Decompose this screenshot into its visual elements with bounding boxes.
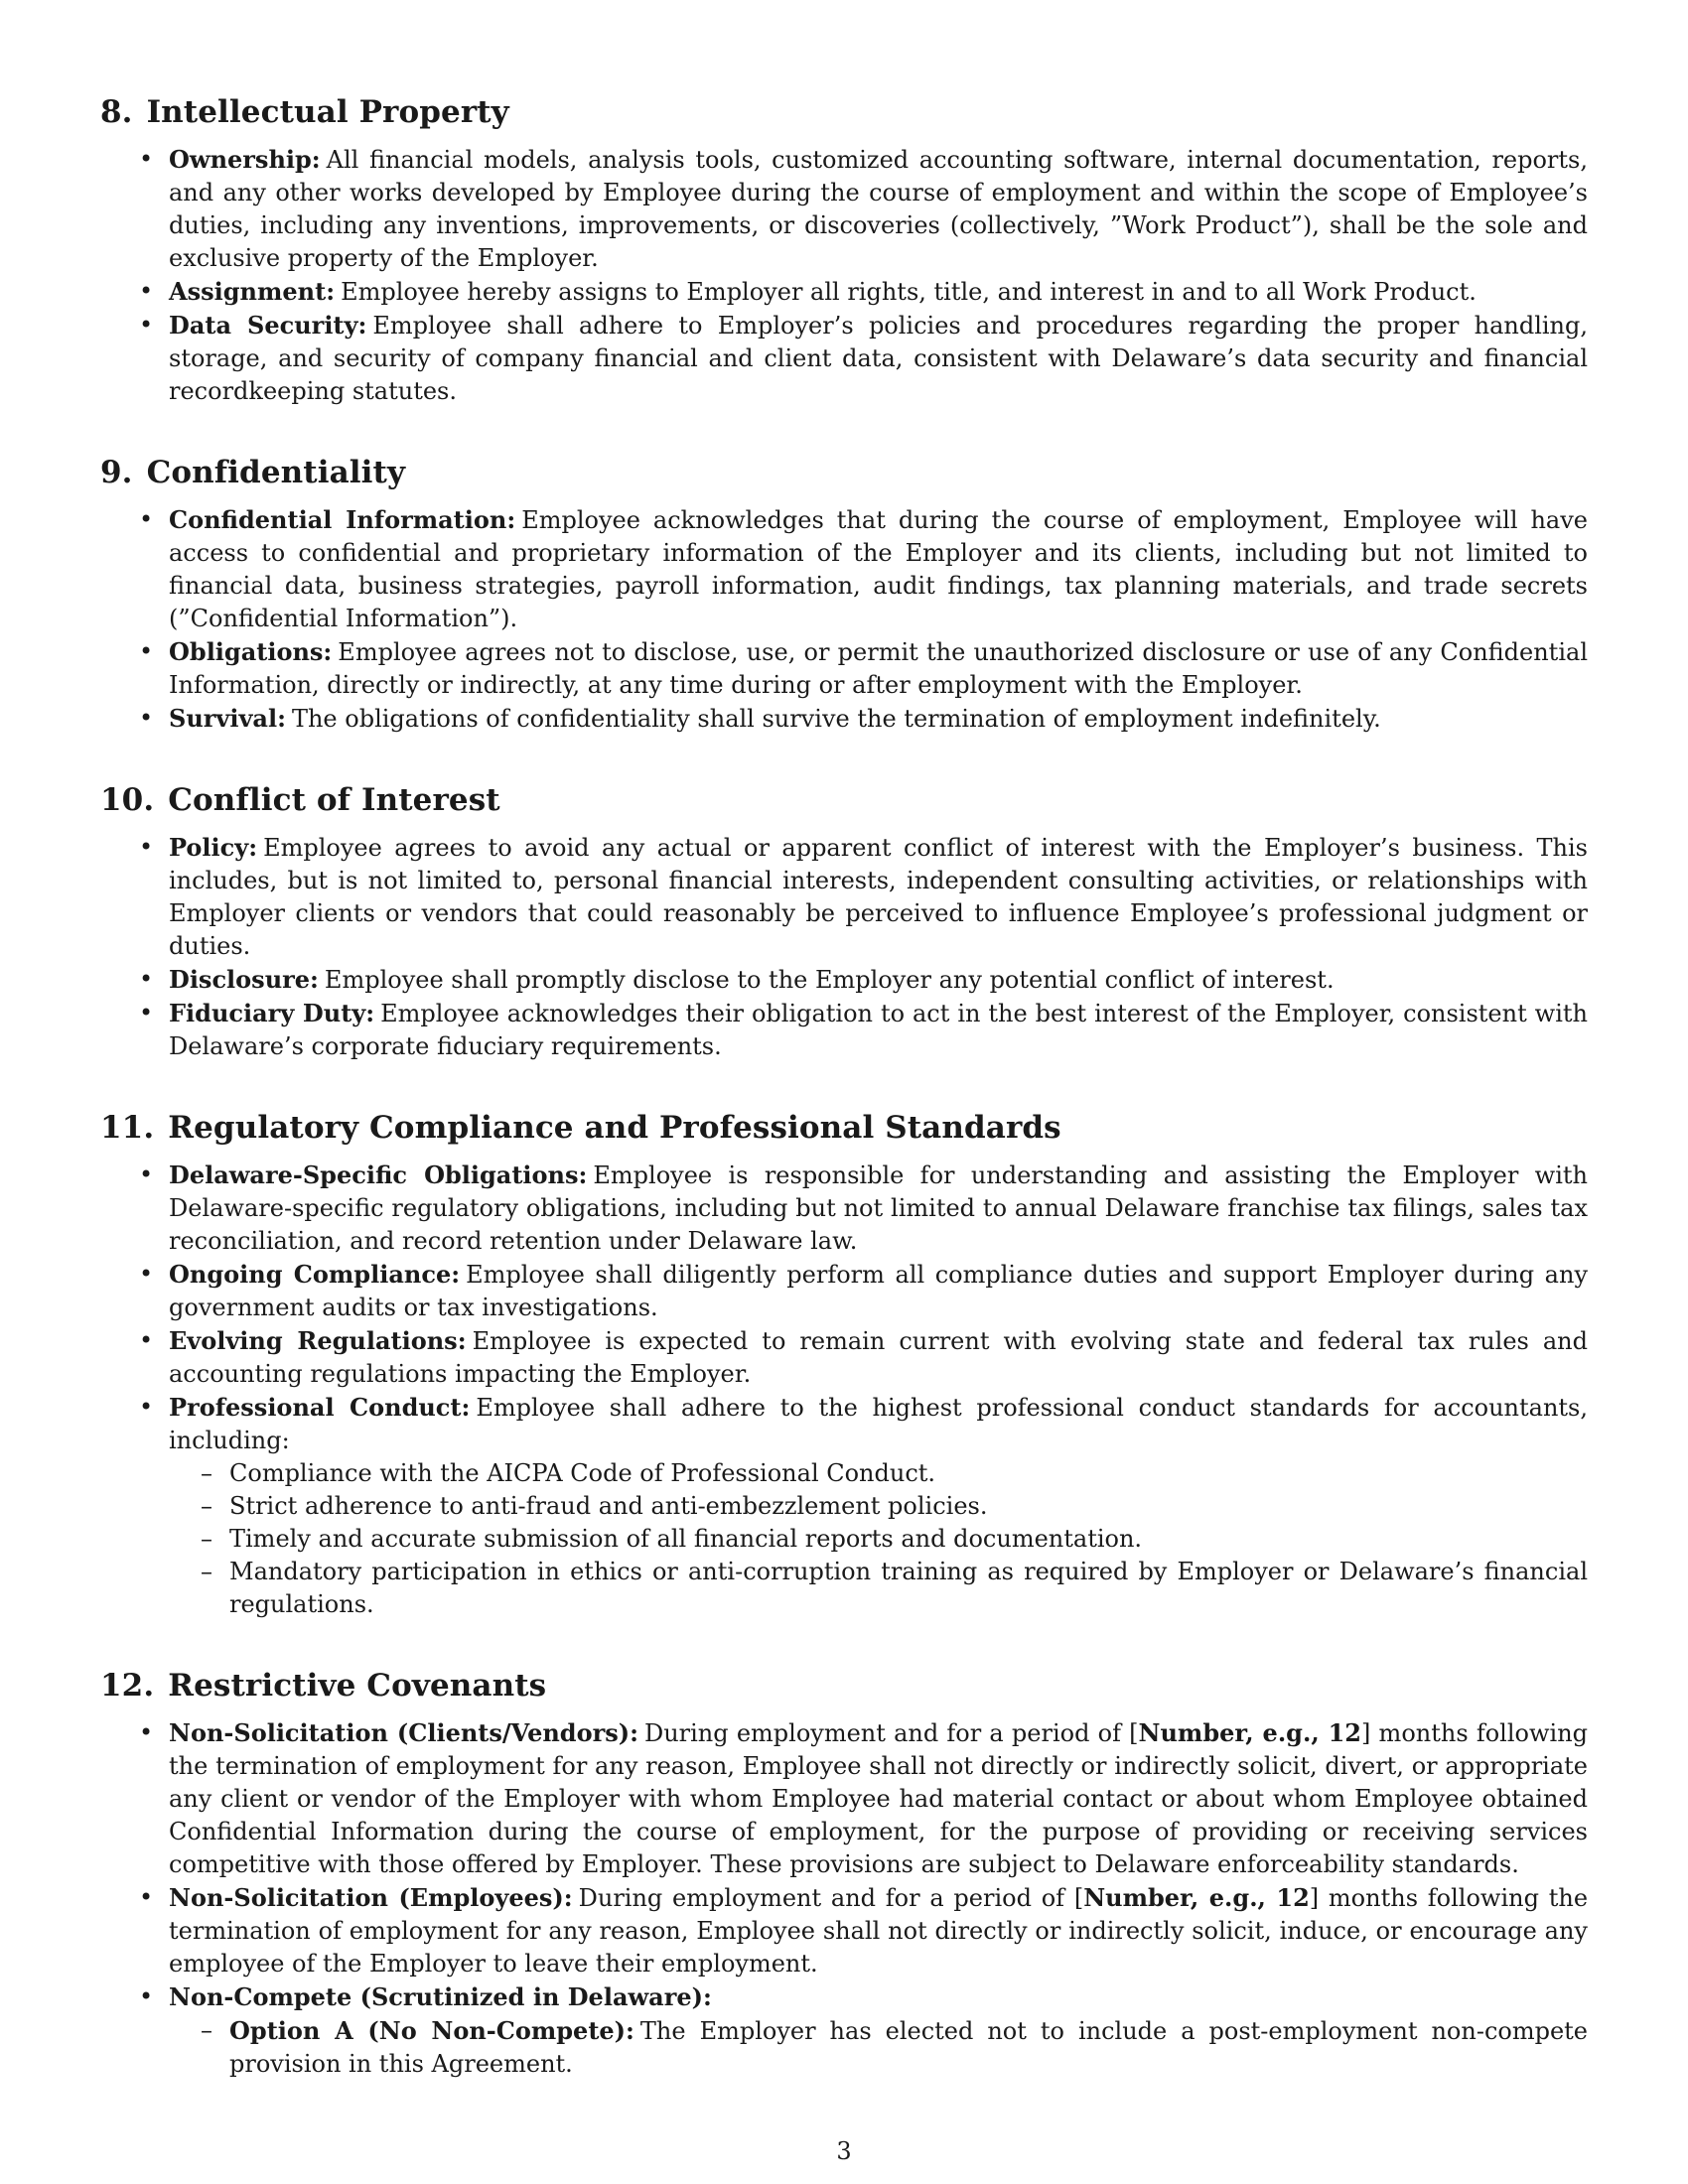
clause-text: Employee shall promptly disclose to the Employer any potential conflict of interest. [324, 966, 1335, 994]
clause-term: Professional Conduct: [169, 1393, 471, 1422]
clause-survival [169, 702, 1588, 736]
clause-professional-conduct [169, 1391, 1588, 1621]
section-title: Intellectual Property [146, 94, 509, 130]
clause-non-compete [169, 1980, 1588, 2081]
clause-assignment [169, 275, 1588, 309]
clause-text: Employee shall adhere to the highest professional conduct standards for accountants, including: [169, 1394, 1588, 1454]
section-number: 12. [100, 1668, 155, 1704]
conduct-subitem: – Strict adherence to anti-fraud and anti-embezzlement policies. [229, 1490, 1588, 1523]
clause-text-after: ] months following the termination of employment for any reason, Employee shall not directly or indirectly solicit, induce, or encourage any employee of the Employer to leave their employment. [169, 1884, 1589, 1978]
section-title: Conflict of Interest [168, 782, 500, 818]
clause-term: Survival: [169, 704, 286, 733]
clause-text: Employee acknowledges their obligation to act in the best interest of the Employer, consistent with Delaware’s corporate fiduciary requirements. [169, 1000, 1588, 1060]
clause-ongoing-compliance [169, 1258, 1588, 1324]
clause-list [100, 831, 1588, 1063]
clause-text: Employee agrees to avoid any actual or apparent conflict of interest with the Employer’s business. This includes, but is not limited to, personal financial interests, independent consulting activities, or relationships with Employer clients or vendors that could reasonably be perceived to influence Employee’s professional judgment or duties. [169, 834, 1588, 960]
noncompete-option-list [169, 2014, 1588, 2081]
clause-term: Ownership: [169, 145, 321, 174]
clause-text: Employee acknowledges that during the course of employment, Employee will have access to confidential and proprietary information of the Employer and its clients, including but not limited to financial data, business strategies, payroll information, audit findings, tax planning materials, and trade secrets (”Confidential Information”). [169, 506, 1589, 632]
page-number: 3 [836, 2137, 852, 2165]
clause-text: Employee shall diligently perform all compliance duties and support Employer during any government audits or tax investigations. [169, 1261, 1588, 1321]
clause-term: Non-Compete (Scrutinized in Delaware): [169, 1982, 712, 2011]
conduct-subitem: – Timely and accurate submission of all financial reports and documentation. [229, 1523, 1588, 1556]
placeholder-number: Number, e.g., 12 [1138, 1718, 1361, 1747]
option-text: The Employer has elected not to include a post-employment non-compete provision in this Agreement. [229, 2017, 1588, 2078]
section-heading [100, 89, 1588, 135]
clause-text: All financial models, analysis tools, customized accounting software, internal documentation, reports, and any other works developed by Employee during the course of employment and within the scope of Employee’s duties, including any inventions, improvements, or discoveries (collectively, ”Work Product”), shall be the sole and exclusive property of the Employer. [169, 146, 1588, 272]
clause-obligations [169, 635, 1588, 702]
section-conflict-of-interest [100, 777, 1588, 1063]
clause-term: Delaware-Specific Obligations: [169, 1160, 588, 1189]
section-title: Confidentiality [146, 455, 406, 490]
clause-policy [169, 831, 1588, 963]
clause-list [100, 1716, 1588, 2081]
clause-text-before: During employment and for a period of [ [643, 1719, 1139, 1747]
clause-text: Employee shall adhere to Employer’s policies and procedures regarding the proper handling, storage, and security of company financial and client data, consistent with Delaware’s data security and financial recordkeeping statutes. [169, 312, 1588, 405]
section-heading [100, 450, 1588, 495]
clause-term: Assignment: [169, 277, 336, 306]
clause-term: Non-Solicitation (Clients/Vendors): [169, 1718, 638, 1747]
clause-text: Employee agrees not to disclose, use, or permit the unauthorized disclosure or use of any Confidential Information, directly or indirectly, at any time during or after employment with the Employer. [169, 638, 1588, 699]
section-heading [100, 1663, 1588, 1708]
clause-fiduciary-duty [169, 997, 1588, 1063]
clause-disclosure [169, 963, 1588, 997]
section-regulatory-compliance [100, 1105, 1588, 1621]
option-term: Option A (No Non-Compete): [229, 2016, 634, 2045]
section-confidentiality [100, 450, 1588, 736]
clause-term: Policy: [169, 833, 258, 862]
clause-delaware-specific-obligations [169, 1159, 1588, 1258]
clause-ownership [169, 143, 1588, 275]
section-title: Regulatory Compliance and Professional Standards [168, 1110, 1061, 1146]
section-heading [100, 777, 1588, 823]
section-title: Restrictive Covenants [168, 1668, 547, 1704]
clause-list [100, 1159, 1588, 1621]
clause-term: Data Security: [169, 311, 367, 340]
clause-term: Ongoing Compliance: [169, 1260, 461, 1289]
clause-text: The obligations of confidentiality shall survive the termination of employment indefinitely. [291, 705, 1381, 733]
conduct-subitem: – Mandatory participation in ethics or anti-corruption training as required by Employer or Delaware’s financial regulations. [229, 1556, 1588, 1621]
section-intellectual-property [100, 89, 1588, 408]
section-heading [100, 1105, 1588, 1151]
clause-text: Employee is expected to remain current with evolving state and federal tax rules and accounting regulations impacting the Employer. [169, 1327, 1589, 1388]
noncompete-option-a [229, 2014, 1588, 2081]
section-number: 10. [100, 782, 155, 818]
document-page [100, 89, 1588, 2081]
conduct-subitem: – Compliance with the AICPA Code of Professional Conduct. [229, 1457, 1588, 1490]
clause-text-before: During employment and for a period of [ [578, 1884, 1084, 1912]
clause-list [100, 503, 1588, 736]
clause-term: Disclosure: [169, 965, 319, 994]
section-number: 9. [100, 455, 133, 490]
placeholder-number: Number, e.g., 12 [1083, 1883, 1310, 1912]
conduct-subitem-list [169, 1457, 1588, 1621]
clause-term: Fiduciary Duty: [169, 999, 375, 1027]
clause-term: Confidential Information: [169, 505, 516, 534]
clause-text-after: ] months following the termination of employment for any reason, Employee shall not directly or indirectly solicit, divert, or appropriate any client or vendor of the Employer with whom Employee had material contact or about whom Employee obtained Confidential Information during the course of employment, for the purpose of providing or receiving services competitive with those offered by Employer. These provisions are subject to Delaware enforceability standards. [169, 1719, 1589, 1878]
clause-term: Non-Solicitation (Employees): [169, 1883, 573, 1912]
section-number: 11. [100, 1110, 155, 1146]
section-number: 8. [100, 94, 133, 130]
clause-list [100, 143, 1588, 408]
clause-non-solicitation-employees [169, 1881, 1588, 1980]
section-restrictive-covenants [100, 1663, 1588, 2081]
clause-term: Obligations: [169, 637, 333, 666]
clause-evolving-regulations [169, 1324, 1588, 1391]
clause-text: Employee hereby assigns to Employer all rights, title, and interest in and to all Work Product. [341, 278, 1477, 306]
clause-confidential-information [169, 503, 1588, 635]
clause-term: Evolving Regulations: [169, 1326, 467, 1355]
clause-data-security [169, 309, 1588, 408]
clause-text: Employee is responsible for understanding and assisting the Employer with Delaware-specific regulatory obligations, including but not limited to annual Delaware franchise tax filings, sales tax reconciliation, and record retention under Delaware law. [169, 1161, 1588, 1255]
clause-non-solicitation-clients [169, 1716, 1588, 1881]
